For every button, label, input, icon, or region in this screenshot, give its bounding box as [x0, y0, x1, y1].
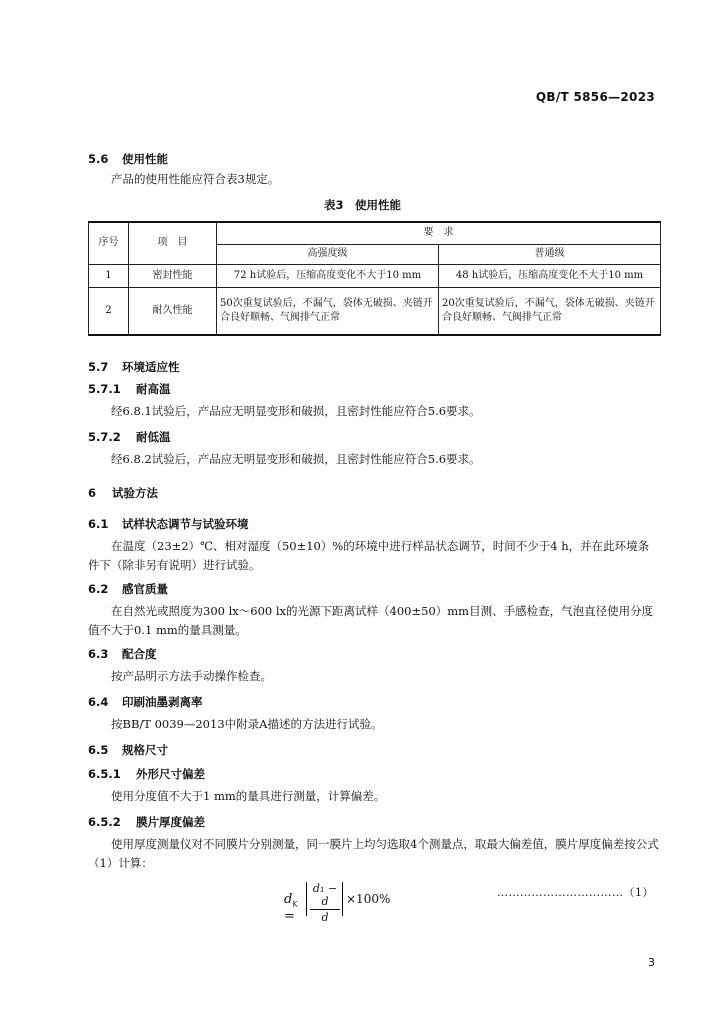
section-5-6-heading: [88, 151, 168, 167]
section-5-7-1-text: 经6.8.1试验后，产品应无明显变形和破损，且密封性能应符合5.6要求。: [111, 404, 481, 418]
formula-numerator: d₁ − d: [312, 882, 338, 908]
section-title: 感官质量: [122, 582, 169, 596]
row-normal: 20次重复试验后，不漏气，袋体无破损、夹链开合良好顺畅、气阀排气正常: [439, 287, 661, 335]
section-number: 5.7.2: [88, 430, 121, 444]
section-number: 6.5.1: [88, 767, 121, 781]
section-6-5-2-text: 使用厚度测量仪对不同膜片分别测量，同一膜片上均匀选取4个测量点，取最大偏差值，膜片厚度偏差按公式（1）计算：: [88, 837, 659, 870]
formula-number: [497, 884, 654, 900]
section-title: 环境适应性: [122, 360, 180, 374]
section-6-2-heading: [88, 581, 168, 597]
section-number: 5.7.1: [88, 382, 121, 396]
section-number: 6.1: [88, 517, 109, 531]
section-number: 6: [88, 486, 97, 500]
formula-lhs-subscript: K: [292, 900, 298, 909]
formula-lhs: $d_K$ =: [284, 892, 298, 924]
section-5-6-text: 产品的使用性能应符合表3规定。: [111, 172, 280, 186]
section-5-7-heading: [88, 359, 180, 375]
abs-bar-left: [306, 882, 307, 916]
formula-fraction: [310, 882, 340, 924]
section-title: 配合度: [122, 647, 157, 661]
formula-tail: ×100%: [346, 892, 391, 906]
standard-code: QB/T 5856—2023: [535, 90, 655, 104]
section-6-1-heading: [88, 516, 249, 532]
table-row: [89, 287, 661, 335]
formula-leader-dots: ……………………………: [497, 886, 624, 899]
col-header-requirement: 要 求: [217, 222, 661, 244]
col-header-normal: 普通级: [439, 244, 661, 264]
row-no: 2: [89, 287, 129, 335]
section-6-5-2-heading: [88, 814, 205, 830]
fraction-line: [310, 909, 340, 910]
section-6-5-heading: [88, 742, 168, 758]
formula-label: （1）: [623, 886, 654, 899]
table-3-usage-performance: [88, 221, 661, 336]
section-title: 耐高温: [136, 382, 171, 396]
section-6-5-1-text: 使用分度值不大于1 mm的量具进行测量，计算偏差。: [111, 789, 386, 803]
section-title: 试样状态调节与试验环境: [122, 517, 249, 531]
section-6-1-text: 在温度（23±2）℃、相对湿度（50±10）%的环境中进行样品状态调节，时间不少于4 h，并在此环境条件下（除非另有说明）进行试验。: [88, 539, 650, 572]
section-number: 5.6: [88, 152, 109, 166]
page-number: 3: [648, 956, 655, 969]
section-6-5-1-heading: [88, 766, 205, 782]
section-number: 6.3: [88, 647, 109, 661]
section-number: 6.4: [88, 695, 109, 709]
section-6-2-text: 在自然光或照度为300 lx～600 lx的光源下距离试样（400±50）mm目测、手感检查，气泡直径使用分度值不大于0.1 mm的量具测量。: [88, 604, 654, 637]
section-title: 膜片厚度偏差: [136, 815, 206, 829]
section-title: 印刷油墨剥离率: [122, 695, 203, 709]
row-no: 1: [89, 264, 129, 287]
table-row: [89, 264, 661, 287]
col-header-high-strength: 高强度级: [217, 244, 439, 264]
section-5-7-2-heading: [88, 429, 171, 445]
section-6-4-text: 按BB/T 0039—2013中附录A描述的方法进行试验。: [111, 717, 383, 731]
table-3-caption: 表3 使用性能: [323, 198, 401, 212]
col-header-item: 项 目: [129, 222, 217, 264]
section-number: 5.7: [88, 360, 109, 374]
section-title: 规格尺寸: [122, 743, 169, 757]
section-number: 6.5: [88, 743, 109, 757]
row-item: 耐久性能: [129, 287, 217, 335]
section-title: 试验方法: [112, 486, 159, 500]
section-6-3-heading: [88, 646, 157, 662]
row-high: 72 h试验后，压缩高度变化不大于10 mm: [217, 264, 439, 287]
section-title: 外形尺寸偏差: [136, 767, 206, 781]
row-high: 50次重复试验后，不漏气，袋体无破损、夹链开合良好顺畅、气阀排气正常: [217, 287, 439, 335]
row-normal: 48 h试验后，压缩高度变化不大于10 mm: [439, 264, 661, 287]
section-6-4-heading: [88, 694, 203, 710]
section-title: 耐低温: [136, 430, 171, 444]
row-item: 密封性能: [129, 264, 217, 287]
section-6-heading: [88, 485, 158, 501]
col-header-no: 序号: [89, 222, 129, 264]
section-number: 6.5.2: [88, 815, 121, 829]
section-6-3-text: 按产品明示方法手动操作检查。: [111, 669, 272, 683]
section-title: 使用性能: [122, 152, 169, 166]
abs-bar-right: [342, 882, 343, 916]
section-5-7-2-text: 经6.8.2试验后，产品应无明显变形和破损，且密封性能应符合5.6要求。: [111, 452, 481, 466]
section-5-7-1-heading: [88, 381, 171, 397]
formula-denominator: d: [321, 911, 329, 924]
section-number: 6.2: [88, 582, 109, 596]
